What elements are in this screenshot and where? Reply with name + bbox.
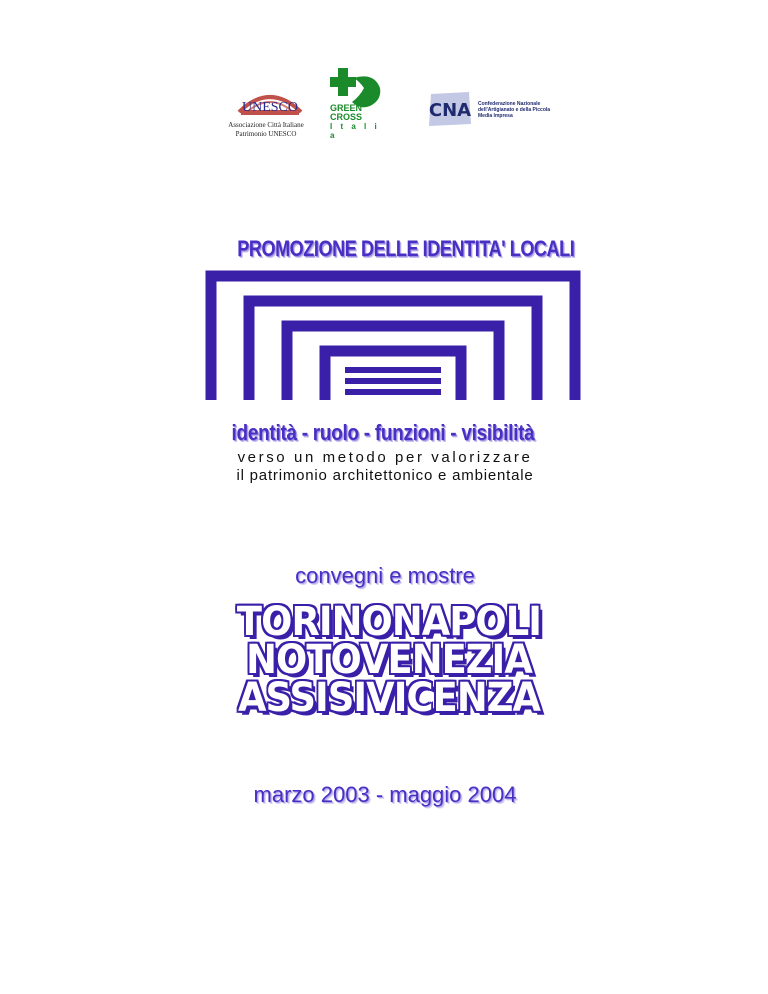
unesco-caption [210, 121, 322, 139]
cna-caption-line2: dell'Artigianato e della Piccola [478, 107, 551, 113]
green-cross-line1: GREEN [330, 103, 363, 113]
date-range: marzo 2003 - maggio 2004 [253, 782, 517, 807]
unesco-caption-line1: Associazione Città Italiane [228, 121, 304, 129]
unesco-wordmark: UNESCO [241, 100, 299, 115]
nested-frames-graphic [205, 270, 581, 400]
cna-caption [478, 101, 570, 119]
green-cross-wordmark [330, 104, 380, 140]
cities-line1: TORINONAPOLI [236, 599, 542, 645]
cna-logo [425, 88, 475, 130]
green-cross-line2: CROSS [330, 112, 363, 122]
cities-block [196, 599, 582, 721]
inner-stripes [345, 367, 441, 395]
cna-caption-line1: Confederazione Nazionale [478, 101, 541, 107]
headline: PROMOZIONE DELLE IDENTITA' LOCALI [237, 236, 575, 261]
frame-third [287, 326, 499, 400]
subtitle: identità - ruolo - funzioni - visibilità [231, 420, 535, 445]
green-cross-line3: I t a l i a [330, 122, 380, 140]
unesco-caption-line2: Patrimonio UNESCO [235, 130, 297, 138]
cities-line3: ASSISIVICENZA [237, 675, 541, 721]
description-line1: verso un metodo per valorizzare [237, 449, 533, 466]
cities-line2: NOTOVENEZIA [246, 637, 532, 683]
cna-caption-line3: Media Impresa [478, 113, 513, 119]
cna-wordmark: CNA [428, 100, 472, 121]
events-label: convegni e mostre [295, 563, 475, 588]
description-line2: il patrimonio architettonico e ambientale [236, 467, 534, 484]
